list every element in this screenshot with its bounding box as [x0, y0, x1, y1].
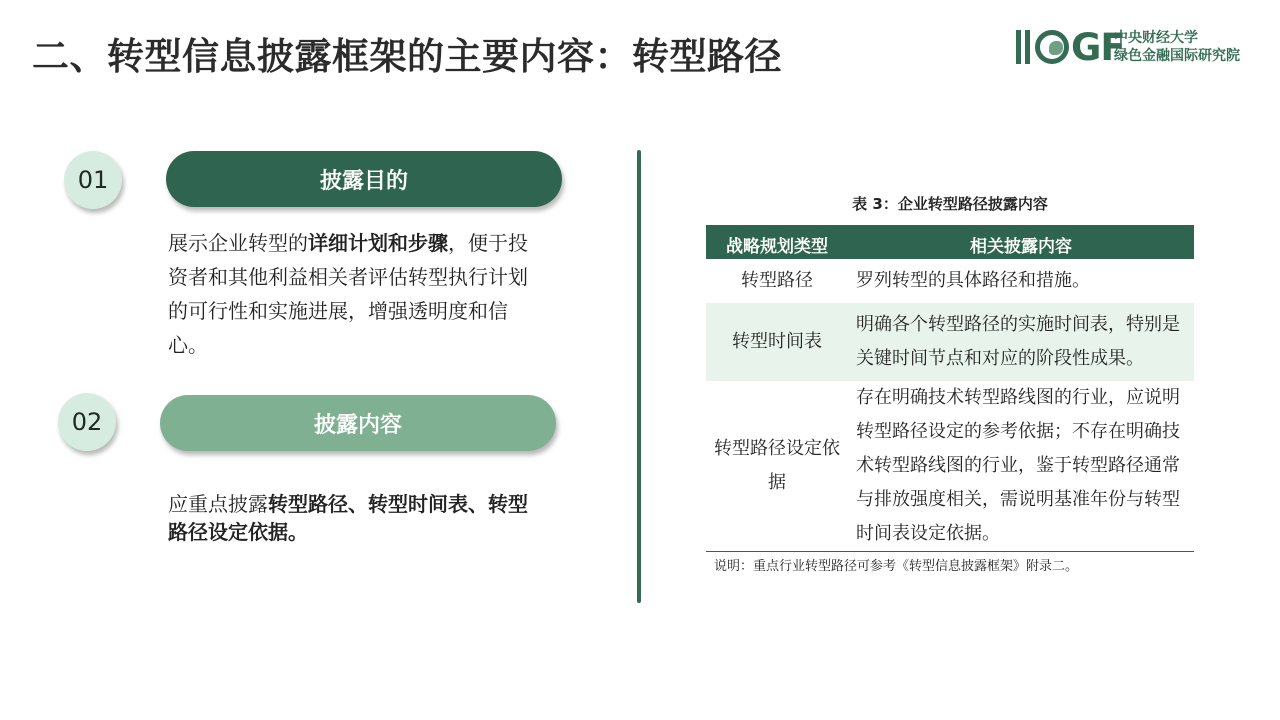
table-header-content: 相关披露内容: [848, 225, 1194, 259]
table-cell-content: 罗列转型的具体路径和措施。: [856, 270, 1090, 291]
table-row: [706, 303, 1194, 381]
table-cell-type: 转型路径: [741, 270, 813, 291]
page-title: 二、转型信息披露框架的主要内容：转型路径: [32, 35, 782, 78]
institute-name-line1: 中央财经大学: [1114, 30, 1198, 46]
disclosure-table: [706, 225, 1194, 552]
table-cell-type: 转型时间表: [706, 303, 848, 381]
section-title-purpose: 披露目的: [166, 151, 562, 207]
section-title-content: 披露内容: [160, 395, 556, 451]
institute-name-line2: 绿色金融国际研究院: [1114, 48, 1240, 64]
table-caption: 表 3：企业转型路径披露内容: [852, 195, 1048, 213]
globe-icon: [1035, 30, 1069, 64]
table-header-type: 战略规划类型: [706, 225, 848, 259]
institute-name: [1114, 29, 1240, 65]
section-number-02: 02: [58, 393, 116, 451]
table-cell-type: 转型路径设定依据: [706, 381, 848, 552]
vertical-divider: [637, 150, 641, 603]
table-cell-content: 明确各个转型路径的实施时间表，特别是关键时间节点和对应的阶段性成果。: [848, 303, 1194, 381]
table-cell-content: 存在明确技术转型路线图的行业，应说明转型路径设定的参考依据；不存在明确技术转型路线图的行业，鉴于转型路径通常与排放强度相关，需说明基准年份与转型时间表设定依据。: [848, 381, 1194, 552]
table-row: [706, 381, 1194, 552]
section-text-purpose: 展示企业转型的详细计划和步骤，便于投资者和其他利益相关者评估转型执行计划的可行性和实施进展，增强透明度和信心。: [168, 231, 528, 357]
table-header-row: [706, 225, 1194, 259]
table-row: [706, 259, 1194, 303]
institute-logo: [1016, 25, 1266, 69]
section-number-01: 01: [64, 151, 122, 209]
table-note: 说明：重点行业转型路径可参考《转型信息披露框架》附录二。: [714, 559, 1079, 574]
section-text-content: 应重点披露转型路径、转型时间表、转型路径设定依据。: [168, 492, 528, 544]
iigf-logo-mark: GF: [1016, 28, 1125, 66]
